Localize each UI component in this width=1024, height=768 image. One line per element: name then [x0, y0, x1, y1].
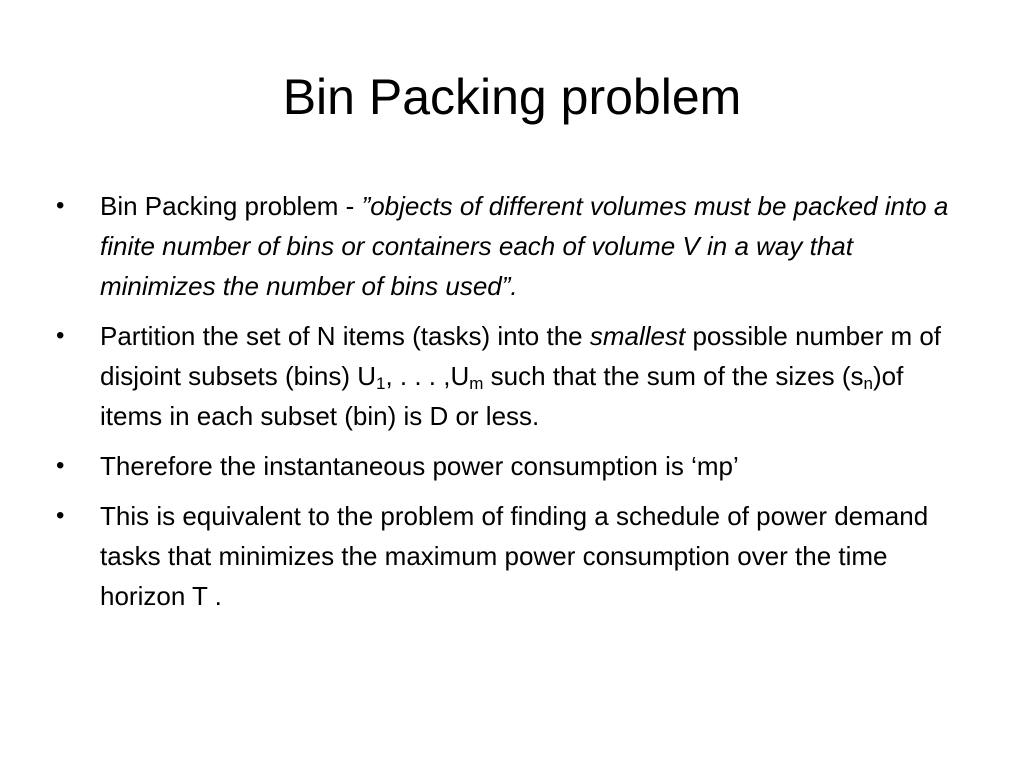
bullet-dot-icon: •: [56, 192, 65, 219]
bullet-item-definition: [56, 186, 956, 306]
partition-emphasis: smallest: [589, 321, 686, 351]
bullet-lead-text: Bin Packing problem -: [100, 191, 362, 221]
definition-quote: ”objects of different volumes must be packed into a finite number of bins or containers each of volume V in a way that minimizes the number of bins used”.: [100, 191, 949, 301]
bullet-list: [56, 186, 956, 626]
partition-text-4: such that the sum of the sizes (s: [483, 361, 864, 391]
slide-title: Bin Packing problem: [282, 69, 742, 125]
bullet-item-equivalence: [56, 496, 956, 616]
equivalence-text: This is equivalent to the problem of finding a schedule of power demand tasks that minimizes the maximum power consumption over the time horizon T .: [100, 501, 929, 611]
bullet-item-partition: [56, 316, 956, 436]
bullet-dot-icon: •: [56, 322, 65, 349]
subscript-m: m: [469, 374, 484, 393]
bullet-item-power-consumption: [56, 446, 956, 486]
bullet-dot-icon: •: [56, 452, 65, 479]
partition-text-3: , . . . ,U: [385, 361, 470, 391]
partition-text-2: possible number m of disjoint subsets (bins) U: [100, 321, 942, 391]
partition-text-5: )of items in each subset (bin) is D or less.: [100, 361, 904, 431]
subscript-1: 1: [376, 374, 386, 393]
partition-text-1: Partition the set of N items (tasks) into the: [100, 321, 590, 351]
bullet-dot-icon: •: [56, 502, 65, 529]
power-consumption-text: Therefore the instantaneous power consumption is ‘mp’: [100, 451, 739, 481]
subscript-n: n: [863, 374, 873, 393]
